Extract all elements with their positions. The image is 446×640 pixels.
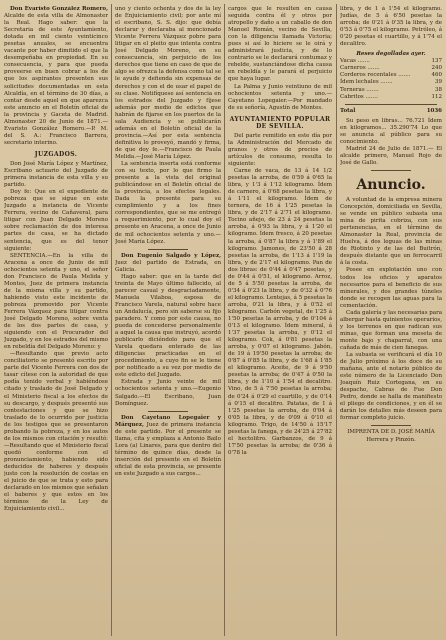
column-1	[4, 6, 108, 636]
edict-signature: Evaristo González Romero.—P. M. del S. A.: Francisco Barrera, secretario interino.	[4, 125, 108, 146]
paragraph: Su peso en libras... 76.721 Ídem en kilogramos... 35.290'74 Lo que se anuncia al público para su conocimiento.	[340, 117, 442, 145]
reses-label: Ídem lechales .......	[340, 79, 393, 86]
reses-label: Vacas .......	[340, 58, 370, 65]
reses-value: 38	[435, 86, 442, 93]
paragraph: Doy fe: Que en el expediente de pobreza que se sigue en este Juzgado a instancia de Vicente Ferrera, vecino de Cañaveral, para litigar con Juan Delgado Moreno sobre reclamación de dos interesa partes de casa, se ha dictado sentencia, que es del tenor siguiente:	[4, 189, 108, 252]
column-divider	[224, 4, 225, 636]
divider	[148, 411, 188, 412]
divider	[148, 249, 188, 250]
official-name: Don Eugenio Salgado y López,	[121, 252, 221, 259]
official-name: Don Cayetano Lopegaier y Márquez,	[115, 414, 221, 428]
paragraph: A voluntad de la empresa minera Concepción, domiciliada en Sevilla, se vende en público subasta una mina de pirita cobriza, con sus pertenencias, en el término de Almonaster la Real, provincia de Huelva, á dos leguas de las minas de Riotinto y de las del Buitrón, después distante que un ferrocarril á la costa.	[340, 196, 442, 267]
price-list: Carne de vaca, de 13 á 14 1/2 pesetas la arroba, de 0'59 á 0'65 la libra, y 1'3 á 1'12 kilogramo. Ídem de carnero, á 0'68 pesetas la libra, y á 1'11 el kilogramo. Ídem de ternera, de 16 á 1'25 pesetas la libra, y de 2'17 á 2'71 el kilogramo. Tocino añejo, de 23 á 24 pesetas la arroba, á 0'93 la libra, y á 1'20 el kilogramo. Ídem fresco, á 20 pesetas la arroba, á 0'87 la libra y á 1'89 el kilogramo. Jamones, de 23'50 á 28 pesetas la arroba, de 1'13 á 1'19 la libra, y de 2'17 el kilogramo. Pan de dos libras: de 0'44 á 0'47 pesetas, y de 0'44 á 0'51, el kilogramo. Arroz, de 5 á 5'50 pesetas la arroba, de 0'34 á 0'23 la libra, y de 0'32 á 0'76 el kilogramo. Lentejas, á 5 pesetas la arroba, 0'21 la libra, y á 0'52 el kilogramo. Carbón vegetal, de 1'25 á 1'50 pesetas la arroba, y de 0'104 á 0'13 el kilogramo. Ídem mineral, á 1'37 pesetas la arroba, y 0'12 el kilogramo. Cok, á 0'81 pesetas la arroba, y 0'07 el kilogramo. Jabón, de 19 á 19'50 pesetas la arroba; de 0'87 á 0'85 la libra, y de 1'68 á 1'85 el kilogramo. Aceite, de 9 á 9'50 pesetas la arroba; de 0'47 á 0'50 la libra, y de 1'10 á 1'54 el decalitro. Vino, de 5 á 7'50 pesetas la arroba; de 0'24 á 0'29 el cuartillo, y de 0'14 á 0'15 el decalitro. Patatas, de 1 á 1'25 pesetas la arroba, de 0'04 á 0'05 la libra, y de 0'09 á 0'10 el kilogramo. Trigo, de 14'50 á 15'17 pesetas la fanega, y de 24'25 á 27'82 el hectolitro. Garbanzos, de 9 á 17'50 pesetas la arroba; de 0'36 á 0'78 la	[228, 168, 332, 456]
paragraph: cargos que le resulten en causa seguida contra él y otros por atropello y daño a un caballo de don Manuel Román, vecino de Sevilla, con la diligencia llamada Victoria; pues si así lo hiciere se le oirá y administrará justicia, y de lo contrario se le declarará contumaz y rebelde, sustanciándose dicha causa en rebeldía y le parará el perjuicio que haya lugar.	[228, 6, 332, 83]
reses-row	[340, 58, 442, 65]
edict-almonaster	[4, 6, 108, 147]
paragraph: Estrada y Junio veinte de mil ochocientos setenta y uno.—Eugenio Salgado.—El Escribano, Juan Domínguez.	[115, 379, 221, 407]
paragraph: libra, y de 1 á 1'54 el kilogramo. Judías, de 5 á 6'50 pesetas la arroba; de 0'21 á 0'35 la libra, y de 0'53 á 0'75 el kilogramo. Petróleo, á 0'20 pesetas el cuartillo, y á 1'74 el decalitro.	[340, 6, 442, 48]
section-heading-juzgados: JUZGADOS.	[34, 150, 78, 158]
edict-text: Alcalde de esta villa de Almonaster la Real. Hago saber: que la Secretaria de este Ayuntamiento, dotada en mil ciento veinticinco pesetas anuales, se encuentra vacante por haber dimitido el que la desempeñaba en propiedad. En su consecuencia, y para que pueda proveerse en buen cobrar a los de que los aspirantes presenten sus solicitudes documentadas en esta Alcaldía, en el término de 30 días, a contar desde aquel en que aparezca este anuncio en el Boletín oficial de la provincia y Gaceta de Madrid. Almonaster 20 de Junio de 1871.—	[4, 13, 108, 125]
paragraph: uno y ciento ochenta y dos de la ley de Enjuiciamiento civil; por ante mí el escribano, S. S. dijo: que debía declarar y declaraba al mencionado Vicente Ferrera Vázquez pobre para litigar en el pleito que intenta contra José Delgado Moreno, en su consecuencia, sin perjuicio de los derechos que tiene en caso de que de algo se ofrezca la defensa como tal se le ayude y defienda sin expensas de derechos y con el de usar el papel de su clase. Notifíquese así sentencia en los estrados del Juzgado y fíjese además por medio de edictos que habrán de fijarse en los puertos de la sala Audiencia y se publicarán además en el Boletín oficial de la provincia.—Así por esta sentencia definitiva lo proveyó, mandó y firma, de que doy fe.—Francisco de Paula Melida.—José María López.	[115, 6, 221, 160]
paragraph: Hago saber: que en la tarde del treinta de Mayo último fallecido, al parecer casual y desgraciadamente, Manuela Vilaboa, esposa de Francisco Varela, natural sobre hace un Andalucía, pero sin saberse su fijo paradero. Y como por este causa, no pueda de concederse personalmente a aquel la causa que instruyó, acordó publicarlo diciéndolo para que el Varela quedara enterado de las diligencias practicadas en el procedimiento, a cuyo fin se le tiene por notificado a su vez por medio de este edicto del Juzgado.	[115, 273, 221, 379]
official-name: Don Evaristo González Romero,	[10, 6, 108, 12]
paragraph: La sentencia inserta está conforme con su texto, por lo que firmo la presente a la vista del original publicándose en el Boletín oficial de la provincia, a los efectos legales. Dada la presente para su cumplimiento y a los fines correspondientes, que se me entregó a requerimiento, por lo cual doy el presente en Aracena, a once de Junio de mil ochocientos setenta y uno.—José María López.	[115, 161, 221, 245]
reses-label: Carneros .......	[340, 65, 380, 72]
edict-text: Juez del partido de Estrada, en Galicia.	[115, 259, 221, 273]
reses-value: 39	[435, 79, 442, 86]
reses-row	[340, 94, 442, 101]
paragraph: Cada galería y las necesarias para albergar hasta quinientos operarios, y los terrenos en que radican sus minas, que forman una meseta de monte bajo y chaparral, con una cañada de más de cien fanegas.	[340, 309, 442, 351]
reses-value: 460	[431, 72, 442, 79]
reses-row	[340, 65, 442, 72]
paragraph: Del parte remitido en este día por la Administración del Mercado de granos y otros de precios de artículos de consumo, resulta lo siguiente:	[228, 132, 332, 167]
paragraph: Madrid 24 de Julio de 1871.— El alcalde primero, Manuel Rojo de José de Gallo.	[340, 145, 442, 166]
reses-row	[340, 87, 442, 94]
imprenta: IMPRENTA DE D. JOSÉ MARÍA Herrera y Pinzón.	[347, 429, 435, 443]
paragraph: —Resultando que previo acto conciliatorio se presentó escrito por parte del Vicente Ferrera con dos de tasar cítese con la autoridad de que podía tenido verbal y habiéndose citado y traslado de José Delgado y el Ministerio fiscal a los efectos de su descargo, y después presentó sus contestaciones y que se hizo traslado de lo ocurrido por justicia de los testigos que se presentaron probando la pobreza, y en los autos de los mismos con citación y resultó: —Resultando que el Ministerio fiscal quedó conforme con el pronunciamiento, habiendo sido deducidos de haberes y después justo con la resolución de costas en el juicio de que se trata y esto para declarado en los mismos que señalan el haberes y que estos en los términos de la Ley de Enjuiciamiento civil...	[4, 351, 108, 513]
divider	[345, 104, 437, 105]
reses-value: 112	[431, 93, 442, 100]
reses-label: Terneras .......	[340, 86, 379, 93]
paragraph: SENTENCIA.—En la villa de Aracena a once de Junio de mil ochocientos setenta y uno, el señor don Francisco de Paula Melida y Montes, Juez de primera instancia de la misma villa y su partido, habiendo visto este incidente de pobreza promovido por Vicente Ferrera Vázquez para litigar contra José Delgado Moreno, sobre venta de los dos partes de casa, y siguiendo con el Procurador del Juzgado, y en los estrados del mismo en rebeldía del Delgado Moreno: y	[4, 252, 108, 351]
total-row	[340, 108, 442, 115]
reses-value: 137	[431, 58, 442, 65]
divider	[371, 425, 411, 426]
reses-list	[340, 58, 442, 100]
reses-title: Reses degolladas ayer.	[356, 51, 426, 58]
column-divider	[111, 4, 112, 636]
edict-la-palma	[115, 415, 221, 478]
total-label: Total	[340, 107, 356, 114]
paragraph: Posee en explotación uno con todos los oficios y aparatos necesarios para el beneficio de sus minerales, y dos grandes túneles donde se recogen las aguas para la cementación.	[340, 267, 442, 309]
paragraph: Don José María López y Martínez, Escribano actuario del Juzgado de primera instancia de esta villa y su partido.	[4, 160, 108, 189]
section-heading-ayuntamiento: AYUNTAMIENTO POPULAR DE SEVILLA.	[229, 115, 331, 130]
reses-value: 240	[431, 65, 442, 72]
paragraph: La subasta se verificará el día 10 de Julio próximo á los doce de su mañana, ante el notario público de este número de la Licenciado Don Joaquín Ruiz Cortegana, en su despacho, Cabras de Fue Don Pedro, donde se halla de manifiesto el pliego de condiciones, y en él se darán los detalles más deseen para formar completo juicio.	[340, 352, 442, 422]
section-heading-anuncio: Anuncio.	[356, 176, 426, 193]
reses-label: Corderos recentales .......	[340, 72, 411, 79]
edict-estrada	[115, 253, 221, 274]
edict-text: Juez de primera instancia de este partido. Por el presente se llama, cita y emplaza a Antonio Bailo Lora (a) Linares, para que dentro del término de quince días, desde la inserción del presente en el Boletín oficial de esta provincia, se presente en este Juzgado a sus cargos...	[115, 421, 221, 477]
total-value: 1036	[426, 107, 442, 114]
divider	[371, 170, 411, 171]
column-4	[340, 6, 442, 636]
reses-row	[340, 79, 442, 86]
paragraph: La Palma y Junio veintiuno de mil ochocientos setenta y uno.—Cayetano Lopegaier.—Por mandado de su señoría, Agustín de Montes.	[228, 83, 332, 111]
column-3	[228, 6, 332, 636]
reses-label: Cabritos .......	[340, 93, 378, 100]
column-divider	[336, 4, 337, 636]
column-2	[115, 6, 221, 636]
